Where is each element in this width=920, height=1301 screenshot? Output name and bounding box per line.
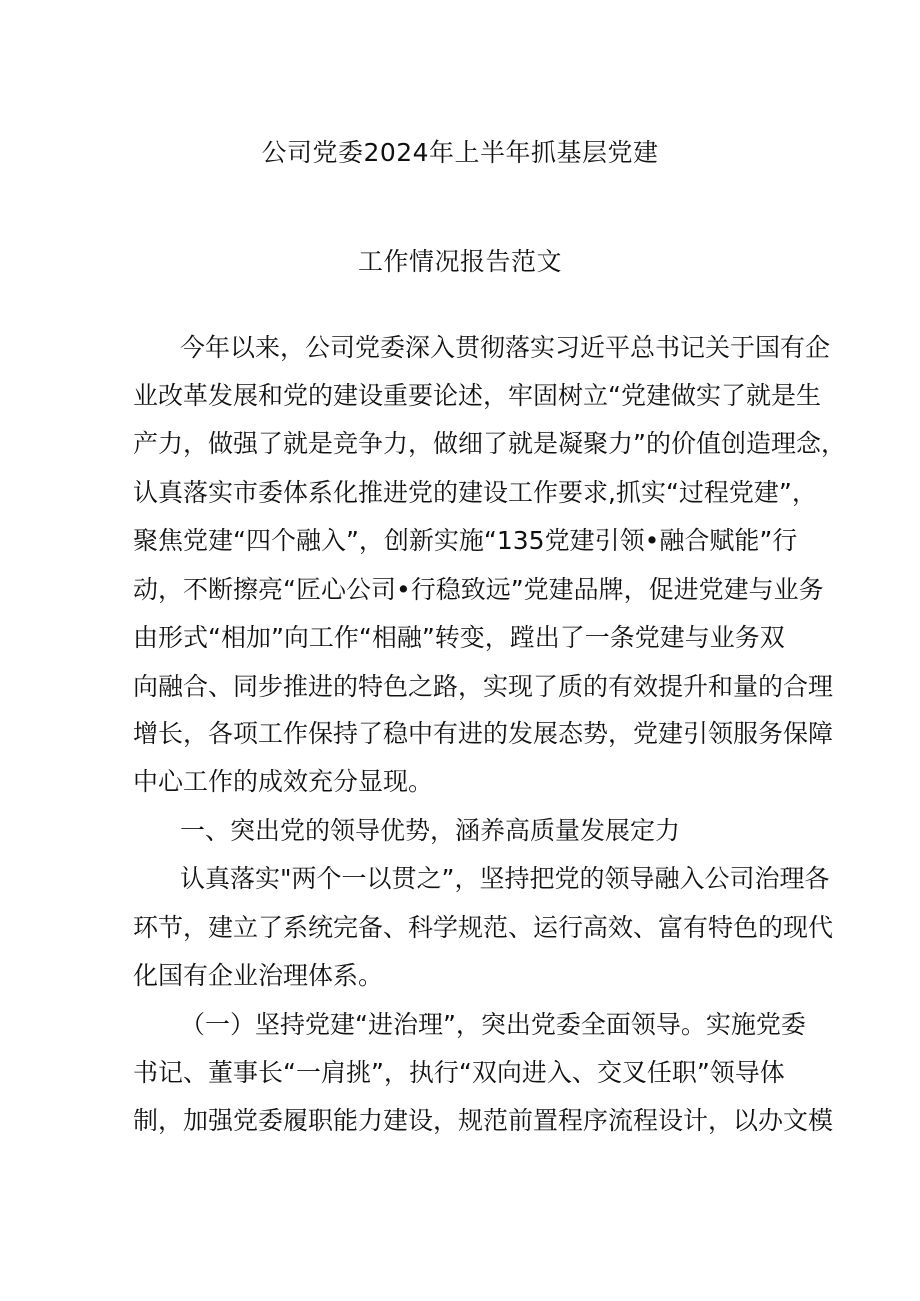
paragraph-line: 制，加强党委履职能力建设，规范前置程序流程设计，以办文模 (133, 1106, 834, 1135)
paragraph-line: 认真落实市委体系化推进党的建设工作要求,抓实“过程党建”， (133, 478, 817, 507)
paragraph-line: 动，不断擦亮“匠心公司•行稳致远”党建品牌，促进党建与业务 (133, 575, 824, 604)
paragraph-line: 向融合、同步推进的特色之路，实现了质的有效提升和量的合理 (133, 672, 834, 701)
document-title-line-1: 公司党委2024年上半年抓基层党建 (261, 138, 659, 167)
paragraph-line: 认真落实"两个一以贯之”，坚持把党的领导融入公司治理各 (180, 864, 830, 893)
paragraph-line: 环节，建立了系统完备、科学规范、运行高效、富有特色的现代 (133, 913, 834, 942)
section-heading: 一、突出党的领导优势，涵养高质量发展定力 (180, 816, 681, 845)
paragraph-line: 化国有企业治理体系。 (133, 961, 384, 990)
paragraph-line: 聚焦党建“四个融入”，创新实施“135党建引领•融合赋能”行 (133, 526, 798, 555)
paragraph-line: 由形式“相加”向工作“相融”转变，蹚出了一条党建与业务双 (133, 623, 785, 652)
paragraph-line: 增长，各项工作保持了稳中有进的发展态势，党建引领服务保障 (133, 719, 834, 748)
document-title-line-2: 工作情况报告范文 (357, 247, 562, 276)
paragraph-line: 产力，做强了就是竞争力，做细了就是凝聚力”的价值创造理念， (133, 429, 846, 458)
paragraph-line: 业改革发展和党的建设重要论述，牢固树立“党建做实了就是生 (133, 381, 821, 410)
paragraph-line: 今年以来，公司党委深入贯彻落实习近平总书记关于国有企 (180, 333, 831, 362)
paragraph-line: 中心工作的成效充分显现。 (133, 767, 434, 796)
subsection-paragraph-line: （一）坚持党建“进治理”，突出党委全面领导。实施党委 (180, 1010, 806, 1039)
paragraph-line: 书记、董事长“一肩挑”，执行“双向进入、交叉任职”领导体 (133, 1058, 785, 1087)
